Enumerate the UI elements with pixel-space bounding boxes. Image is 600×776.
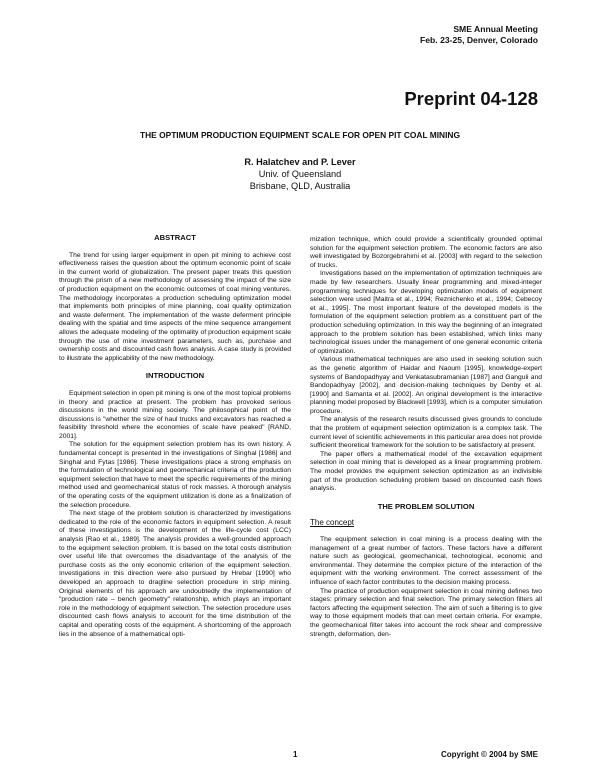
paper-title: THE OPTIMUM PRODUCTION EQUIPMENT SCALE FOR OPEN PIT COAL MINING (140, 130, 460, 140)
right-paragraph-5: The paper offers a mathematical model of the excavation equipment selection in coal mining that is developed as a linear programming problem. The model provides the equipment selection optimization as an indivisible part of the production scheduling problem based on discounted cash flows analysis. (310, 450, 542, 493)
page-number: 1 (293, 750, 298, 759)
right-paragraph-7: The practice of production equipment selection in coal mining defines two stages: primary selection and final selection. The primary selection filters all factors affecting the equipment selection. The aim of such a filtering is to give way to those equipment models that can meet certain criteria. For example, the geomechanical filter takes into account the rock shear and compressive strength, deformation, den- (310, 587, 542, 638)
author-names: R. Halatchev and P. Lever (244, 157, 356, 167)
continued-paragraph: mization technique, which could provide a scientifically grounded optimal solution for the equipment selection problem. The economic factors are also well investigated by Bozorgebrahimi et al. [2003] with regard to the selection of trucks. (310, 236, 542, 269)
author-affiliation: Univ. of Queensland (258, 169, 342, 179)
right-paragraph-6: The equipment selection in coal mining is a process dealing with the management of a great number of factors. These factors have a different nature such as geological, geomechanical, technological, economic and environmental. They determine the complex picture of the interaction of the equipment with the working environment. The correct assessment of the influence of each factor contributes to the decision making process. (310, 536, 542, 586)
abstract-heading: ABSTRACT (154, 233, 196, 242)
abstract-text: The trend for using larger equipment in open pit mining to achieve cost effectiveness raises the question about the optimum economic point of scale in the current world of globalization. The present paper treats this question through the prism of a new methodology of assessing the impact of the size of production equipment on the economic outcomes of coal mining ventures. The methodology incorporates a production scheduling optimization model that implements both principles of mine planning, coal quality optimization and waste deferment. The implementation of the waste deferment principle dealing with the spatial and time aspects of the mine sequence arrangement allows the adequate modeling of the optimality of production equipment scale through the use of mine investment parameters, such as, purchase and ownership costs and discounted cash flows analysis. A case study is provided to illustrate the applicability of the new methodology. (59, 251, 291, 362)
meeting-name: SME Annual Meeting (453, 24, 538, 34)
intro-paragraph-2: The solution for the equipment selection problem has its own history. A fundamental concept is presented in the investigations of Singhal [1986] and Singhal and Fytas [1986]. These investigations place a strong emphasis on the formulation of technological and geomechanical criteria of the production equipment selection that have to meet the specific requirements of the mining method used and geomechanical status of rock masses. A thorough analysis of the operating costs of the equipment utilization is done as a finalization of the selection procedure. (59, 441, 291, 509)
right-paragraph-4: The analysis of the research results discussed gives grounds to conclude that the problem of equipment selection optimization is a complex task. The current level of scientific achievements in this particular area does not provide sufficient theoretical framework for the solution to be satisfactory at present. (310, 416, 542, 450)
author-location: Brisbane, QLD, Australia (249, 181, 351, 191)
right-paragraph-3: Various mathematical techniques are also used in seeking solution such as the genetic algorithm of Haidar and Naoum [1995], knowledge-expert systems of Bandopadhyay and Venkatasubramanian [1987] and Ganguli and Bandopadhyay [2002], and decision-making techniques by Denby et al. [1990] and Samanta et al. [2002]. An original development is the interactive planning model proposed by Blackwell [1993], which is a computer simulation procedure. (310, 356, 542, 415)
problem-solution-heading: THE PROBLEM SOLUTION (377, 501, 475, 511)
preprint-number: Preprint 04-128 (404, 88, 538, 109)
author-block (0, 156, 600, 192)
right-paragraph-2: Investigations based on the implementation of optimization techniques are made by few researchers. Usually linear programming and mixed-integer programming techniques for developing optimization models of equipment selection were used [Maitra et al., 1994; Reznichenko et al., 1994; Cebecoy et al., 1995]. The most important feature of the developed models is the formulation of the equipment selection problem as a constituent part of the production scheduling optimization. In this way the beginning of an integrated approach to the problem solution has been established, which links many technological issues under the management of one general economic criteria of optimization. (310, 270, 542, 355)
right-column (310, 236, 542, 639)
intro-paragraph-3: The next stage of the problem solution is characterized by investigations dedicated to the role of the economic factors in equipment selection. A result of these investigations is the development of the life-cycle cost (LCC) analysis [Rao et al., 1989]. The analysis provides a well-grounded approach to the equipment selection problem. It is based on the total costs distribution over useful life that overcomes the disadvantage of the analysis of the purchase costs as the only economic criterion of the equipment selection. Investigations in this direction were also pursued by Hrebar [1990] who developed an approach to dragline selection procedure in strip mining. Original elements of his approach are undoubtedly the implementation of "production rate – bench geometry" relationship, which plays an important role in the methodology of equipment selection. The selection procedure uses discounted cash flows analysis to account for the time distribution of the capital and operating costs of the equipment. A shortcoming of the approach lies in the absence of a mathematical opti- (59, 510, 291, 638)
copyright-notice: Copyright © 2004 by SME (440, 750, 538, 759)
introduction-heading: INTRODUCTION (145, 371, 205, 381)
meeting-header (420, 24, 538, 46)
meeting-dates: Feb. 23-25, Denver, Colorado (420, 35, 538, 45)
concept-subheading: The concept (310, 518, 355, 528)
intro-paragraph-1: Equipment selection in open pit mining is one of the most topical problems in theory and practice at present. The problem has provoked serious discussions in the world mining society. The philosophical point of the discussions is "whether the size of haul trucks and excavators has reached a feasibility threshold where the economies of scale have peaked" [RAND, 2001]. (59, 389, 291, 440)
left-column (59, 234, 291, 639)
